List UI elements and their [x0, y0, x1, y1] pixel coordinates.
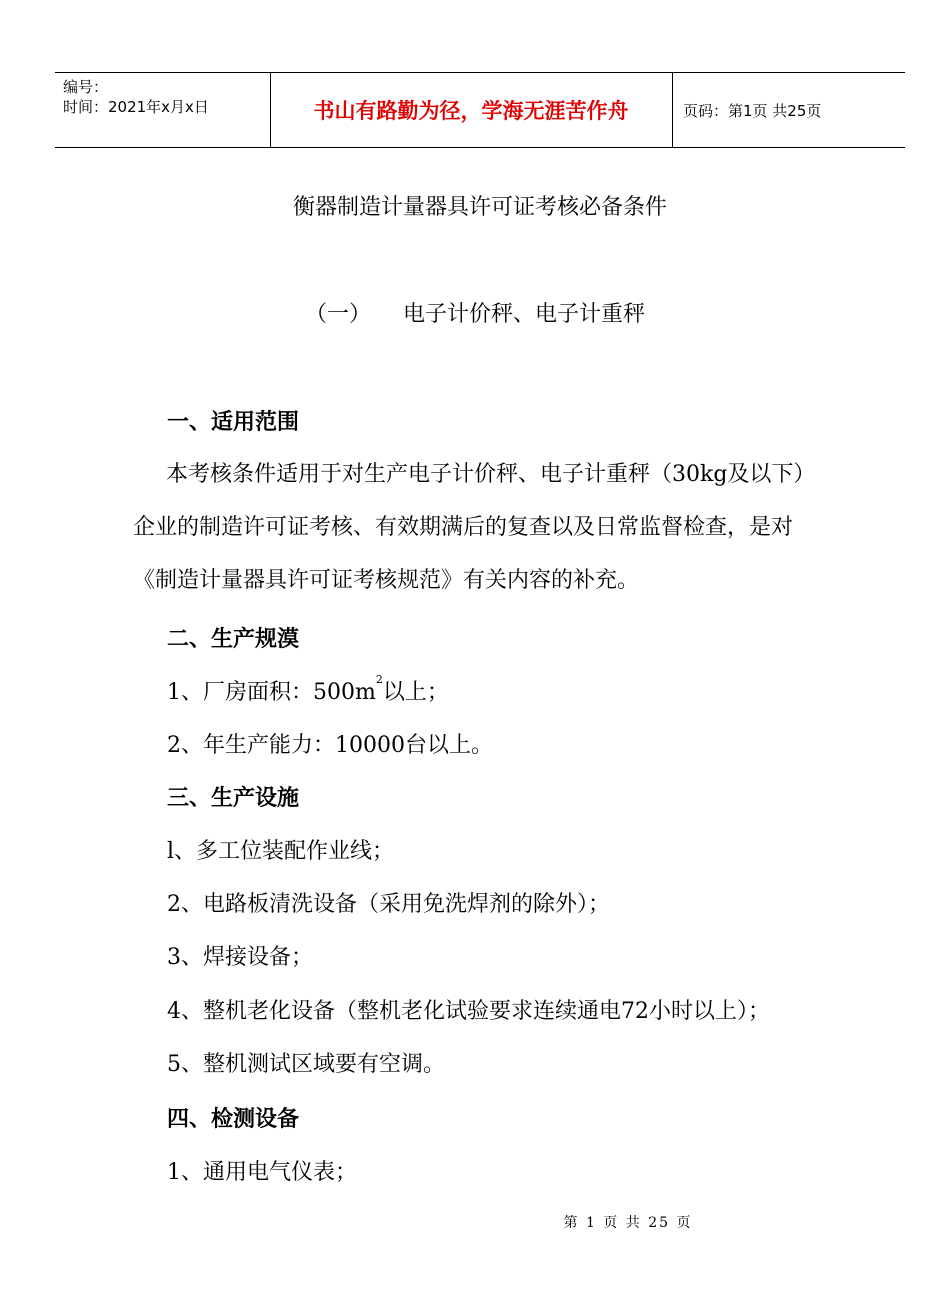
subtitle-number: （一）	[305, 302, 372, 327]
section-heading: 二、生产规漠	[167, 627, 300, 652]
section-paragraph	[133, 448, 833, 607]
section-heading: 四、检测设备	[167, 1107, 300, 1132]
list-item: 2、年生产能力：10000台以上。	[167, 733, 493, 758]
header-divider	[672, 73, 673, 147]
list-item-text: 1、厂房面积：500m	[167, 680, 376, 705]
document-time-label: 时间：2021年x月x日	[63, 98, 209, 116]
list-item	[167, 675, 449, 706]
list-item: 3、焊接设备；	[167, 945, 313, 970]
page-header	[55, 72, 905, 148]
list-item: 2、电路板清洗设备（采用免洗焊剂的除外）；	[167, 892, 610, 917]
list-item: l、多工位装配作业线；	[167, 839, 395, 864]
paragraph-text: 本考核条件适用于对生产电子计价秤、电子计重秤（30kg及以下）企业的制造许可证考核、有效期满后的复查以及日常监督检查，是对《制造计量器具许可证考核规范》有关内容的补充。	[133, 462, 816, 593]
section-heading: 三、生产设施	[167, 786, 300, 811]
document-number-label: 编号：	[63, 78, 109, 96]
document-title: 衡器制造计量器具许可证考核必备条件	[292, 195, 667, 220]
header-motto: 书山有路勤为径，学海无涯苦作舟	[313, 99, 629, 123]
list-item: 5、整机测试区域要有空调。	[167, 1052, 445, 1077]
page-footer: 第 1 页 共 25 页	[563, 1215, 693, 1231]
list-item: 4、整机老化设备（整机老化试验要求连续通电72小时以上）；	[167, 999, 770, 1024]
list-item: 1、通用电气仪表；	[167, 1160, 357, 1185]
superscript: 2	[375, 673, 383, 686]
section-heading: 一、适用范围	[167, 410, 300, 435]
document-subtitle	[305, 297, 645, 328]
list-item-text: 以上；	[382, 680, 449, 705]
header-meta	[63, 77, 209, 117]
header-page-info: 页码：第1页 共25页	[683, 101, 822, 120]
subtitle-text: 电子计价秤、电子计重秤	[403, 302, 646, 327]
